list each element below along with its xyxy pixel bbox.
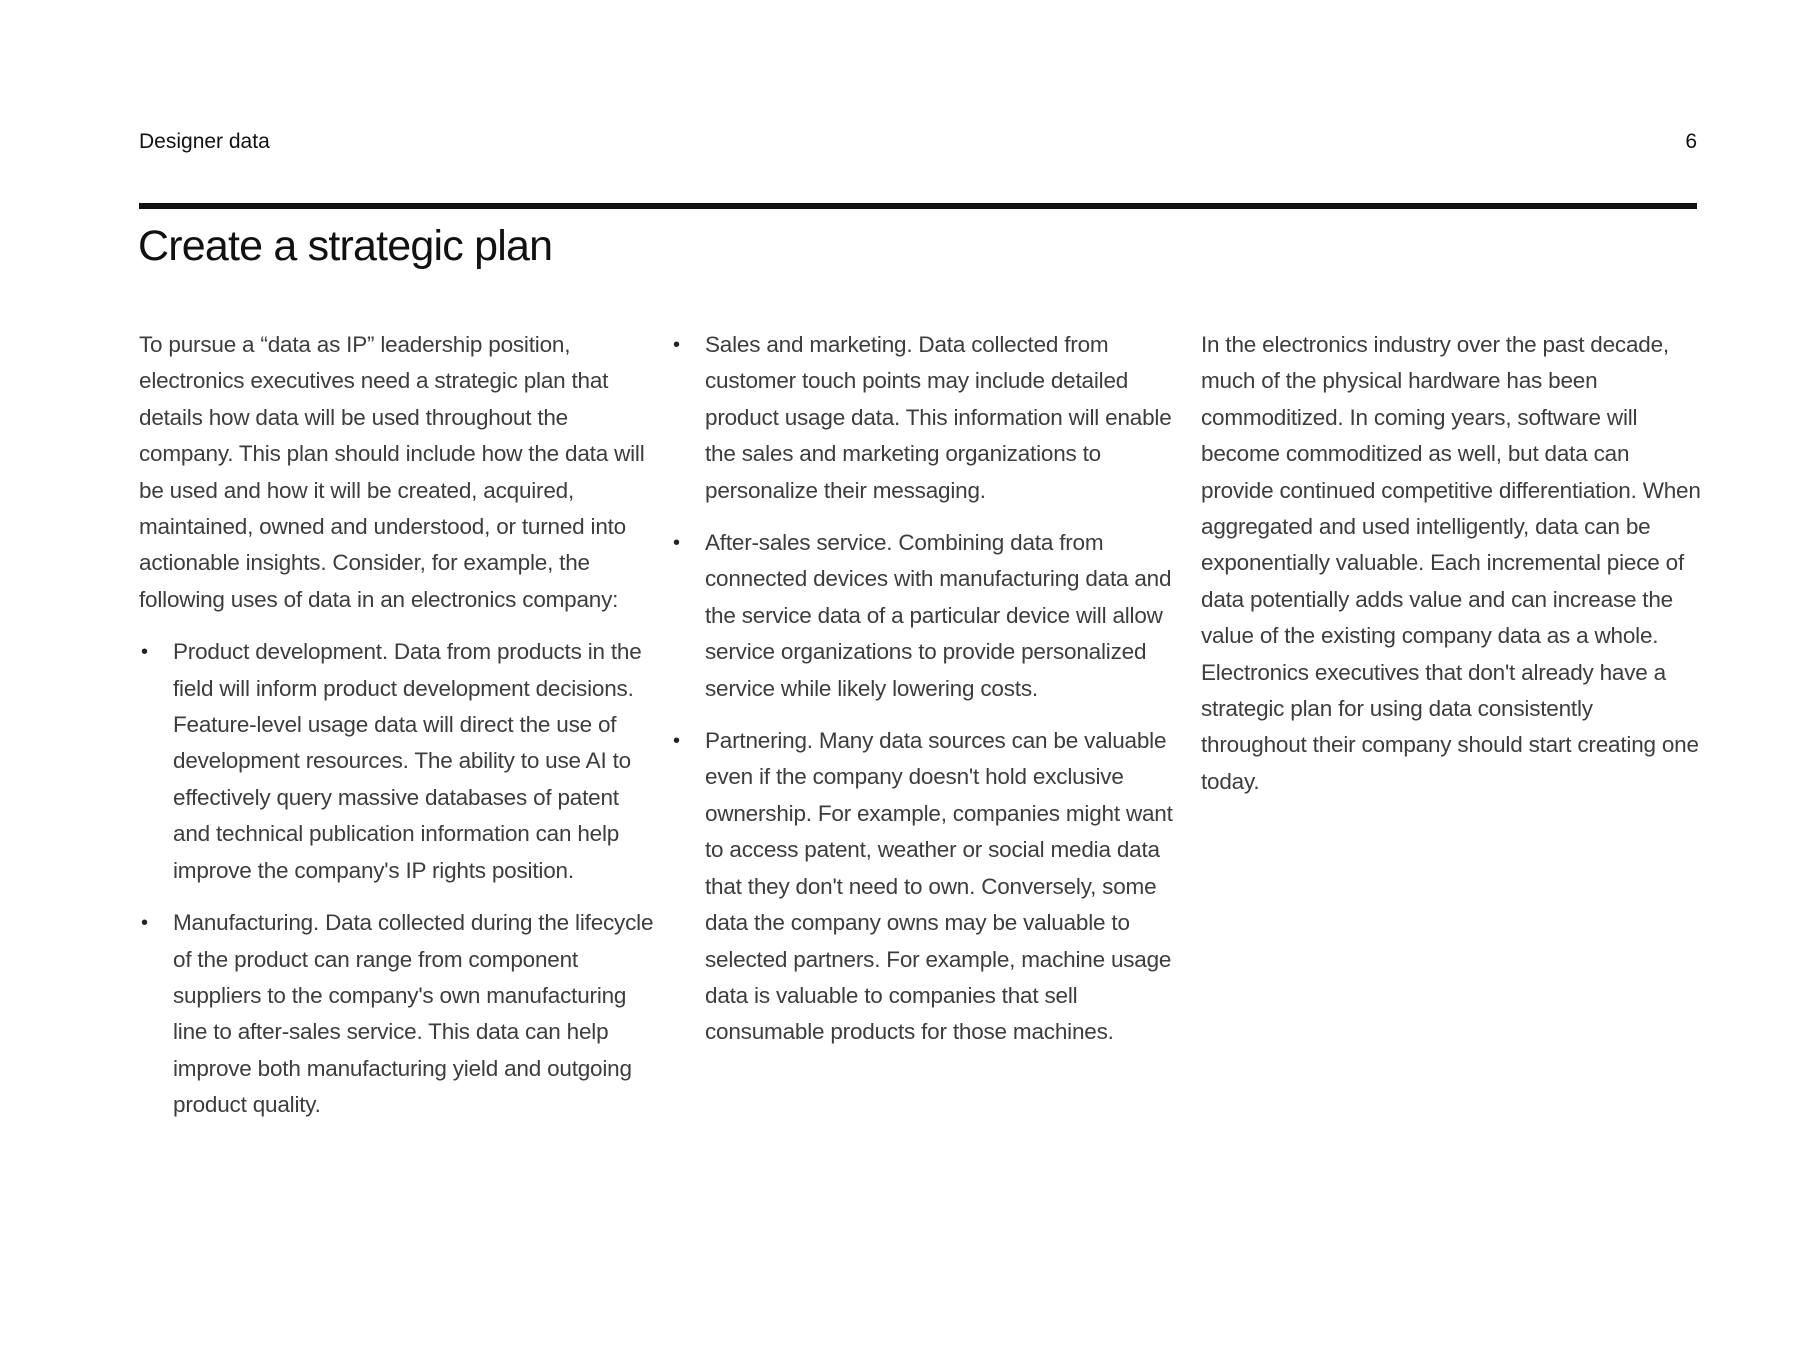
bullet-icon: • [673, 730, 680, 753]
list-item-text: Product development. Data from products in the field will inform product development decisions. Feature-level usage data will direct the use of development resources. The ability to use AI to effectively query massive databases of patent and technical publication information can help improve the company's IP rights position. [173, 639, 642, 883]
uses-list-2 [671, 327, 1191, 1051]
list-item-product-development [139, 634, 659, 889]
intro-paragraph: To pursue a “data as IP” leadership position, electronics executives need a strategic plan that details how data will be used throughout the company. This plan should include how the data will be used and how it will be created, acquired, maintained, owned and understood, or turned into actionable insights. Consider, for example, the following uses of data in an electronics company: [139, 332, 645, 612]
section-label: Designer data [139, 130, 270, 153]
bullet-icon: • [141, 641, 148, 664]
bullet-icon: • [141, 912, 148, 935]
bullet-icon: • [673, 532, 680, 555]
list-item-sales-marketing [671, 327, 1191, 509]
page-header [139, 130, 1697, 154]
page-title: Create a strategic plan [138, 222, 553, 270]
header-divider [139, 203, 1697, 209]
page-number: 6 [1685, 130, 1697, 153]
list-item-manufacturing [139, 905, 659, 1123]
bullet-icon: • [673, 334, 680, 356]
list-item-text: Partnering. Many data sources can be valuable even if the company doesn't hold exclusive ownership. For example, companies might want to access patent, weather or social media data that they don't need to own. Conversely, some data the company owns may be valuable to selected partners. For example, machine usage data is valuable to companies that sell consumable products for those machines. [705, 728, 1173, 1045]
list-item-text: After-sales service. Combining data from connected devices with manufacturing data and the service data of a particular device will allow service organizations to provide personalized service while likely lowering costs. [705, 530, 1172, 701]
column-3 [1201, 327, 1701, 800]
column-1 [139, 327, 659, 1140]
conclusion-paragraph: In the electronics industry over the past decade, much of the physical hardware has been commoditized. In coming years, software will become commoditized as well, but data can provide continued competitive differentiation. When aggregated and used intelligently, data can be exponentially valuable. Each incremental piece of data potentially adds value and can increase the value of the existing company data as a whole. Electronics executives that don't already have a strategic plan for using data consistently throughout their company should start creating one today. [1201, 332, 1701, 794]
list-item-text: Manufacturing. Data collected during the lifecycle of the product can range from component suppliers to the company's own manufacturing line to after-sales service. This data can help improve both manufacturing yield and outgoing product quality. [173, 910, 654, 1118]
list-item-partnering [671, 723, 1191, 1051]
uses-list-1 [139, 634, 659, 1123]
list-item-after-sales [671, 525, 1191, 707]
column-2 [671, 327, 1191, 1067]
list-item-text: Sales and marketing. Data collected from customer touch points may include detailed product usage data. This information will enable the sales and marketing organizations to personalize their messaging. [705, 332, 1172, 503]
